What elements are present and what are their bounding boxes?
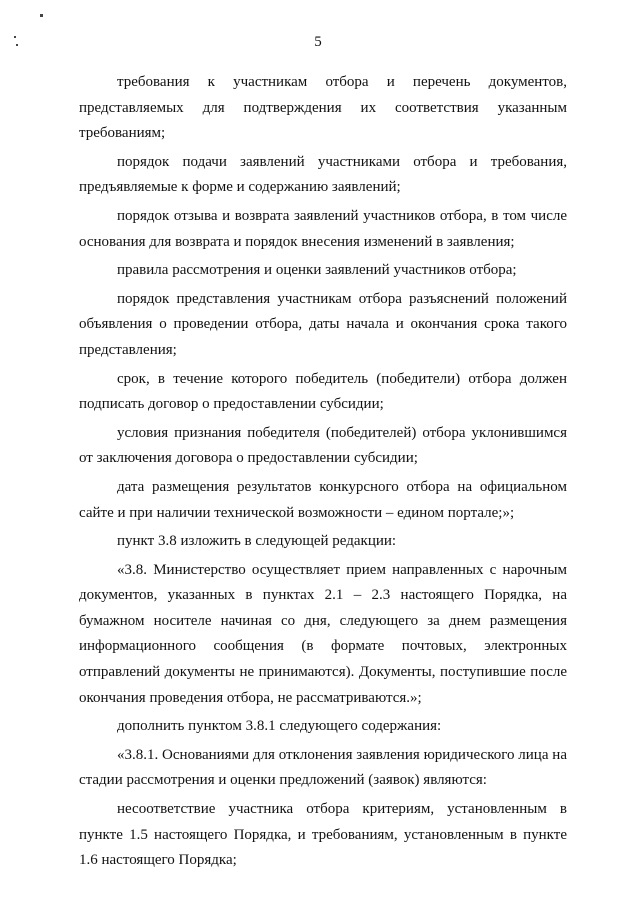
document-body	[79, 70, 567, 877]
paragraph: условия признания победителя (победителей) отбора уклонившимся от заключения договора о предоставлении субсидии;	[79, 424, 567, 467]
paragraph: несоответствие участника отбора критериям, установленным в пункте 1.5 настоящего Порядка, и требованиям, установленным в пункте 1.6 настоящего Порядка;	[79, 801, 567, 869]
paragraph: порядок подачи заявлений участниками отбора и требования, предъявляемые к форме и содержанию заявлений;	[79, 153, 567, 196]
paragraph: порядок отзыва и возврата заявлений участников отбора, в том числе основания для возврата и порядок внесения изменений в заявления;	[79, 207, 567, 250]
paragraph: «3.8. Министерство осуществляет прием направленных с нарочным документов, указанных в пунктах 2.1 – 2.3 настоящего Порядка, на бумажном носителе начиная со дня, следующего за днем размещения информационного сообщения (в формате почтовых, электронных отправлений документы не принимаются). Документы, поступившие после окончания проведения отбора, не рассматриваются.»;	[79, 561, 567, 706]
paragraph: требования к участникам отбора и перечень документов, представляемых для подтверждения их соответствия указанным требованиям;	[79, 74, 567, 142]
paragraph: срок, в течение которого победитель (победители) отбора должен подписать договор о предоставлении субсидии;	[79, 370, 567, 413]
paragraph: дата размещения результатов конкурсного отбора на официальном сайте и при наличии технической возможности – едином портале;»;	[79, 478, 567, 521]
page-number: 5	[314, 34, 322, 50]
paragraph: «3.8.1. Основаниями для отклонения заявления юридического лица на стадии рассмотрения и оценки предложений (заявок) являются:	[79, 746, 567, 789]
paragraph: порядок представления участникам отбора разъяснений положений объявления о проведении отбора, даты начала и окончания срока такого представления;	[79, 290, 567, 358]
scan-artifact	[40, 14, 43, 17]
paragraph: пункт 3.8 изложить в следующей редакции:	[117, 533, 397, 550]
paragraph: дополнить пунктом 3.8.1 следующего содержания:	[117, 718, 442, 735]
paragraph: правила рассмотрения и оценки заявлений участников отбора;	[117, 262, 517, 279]
